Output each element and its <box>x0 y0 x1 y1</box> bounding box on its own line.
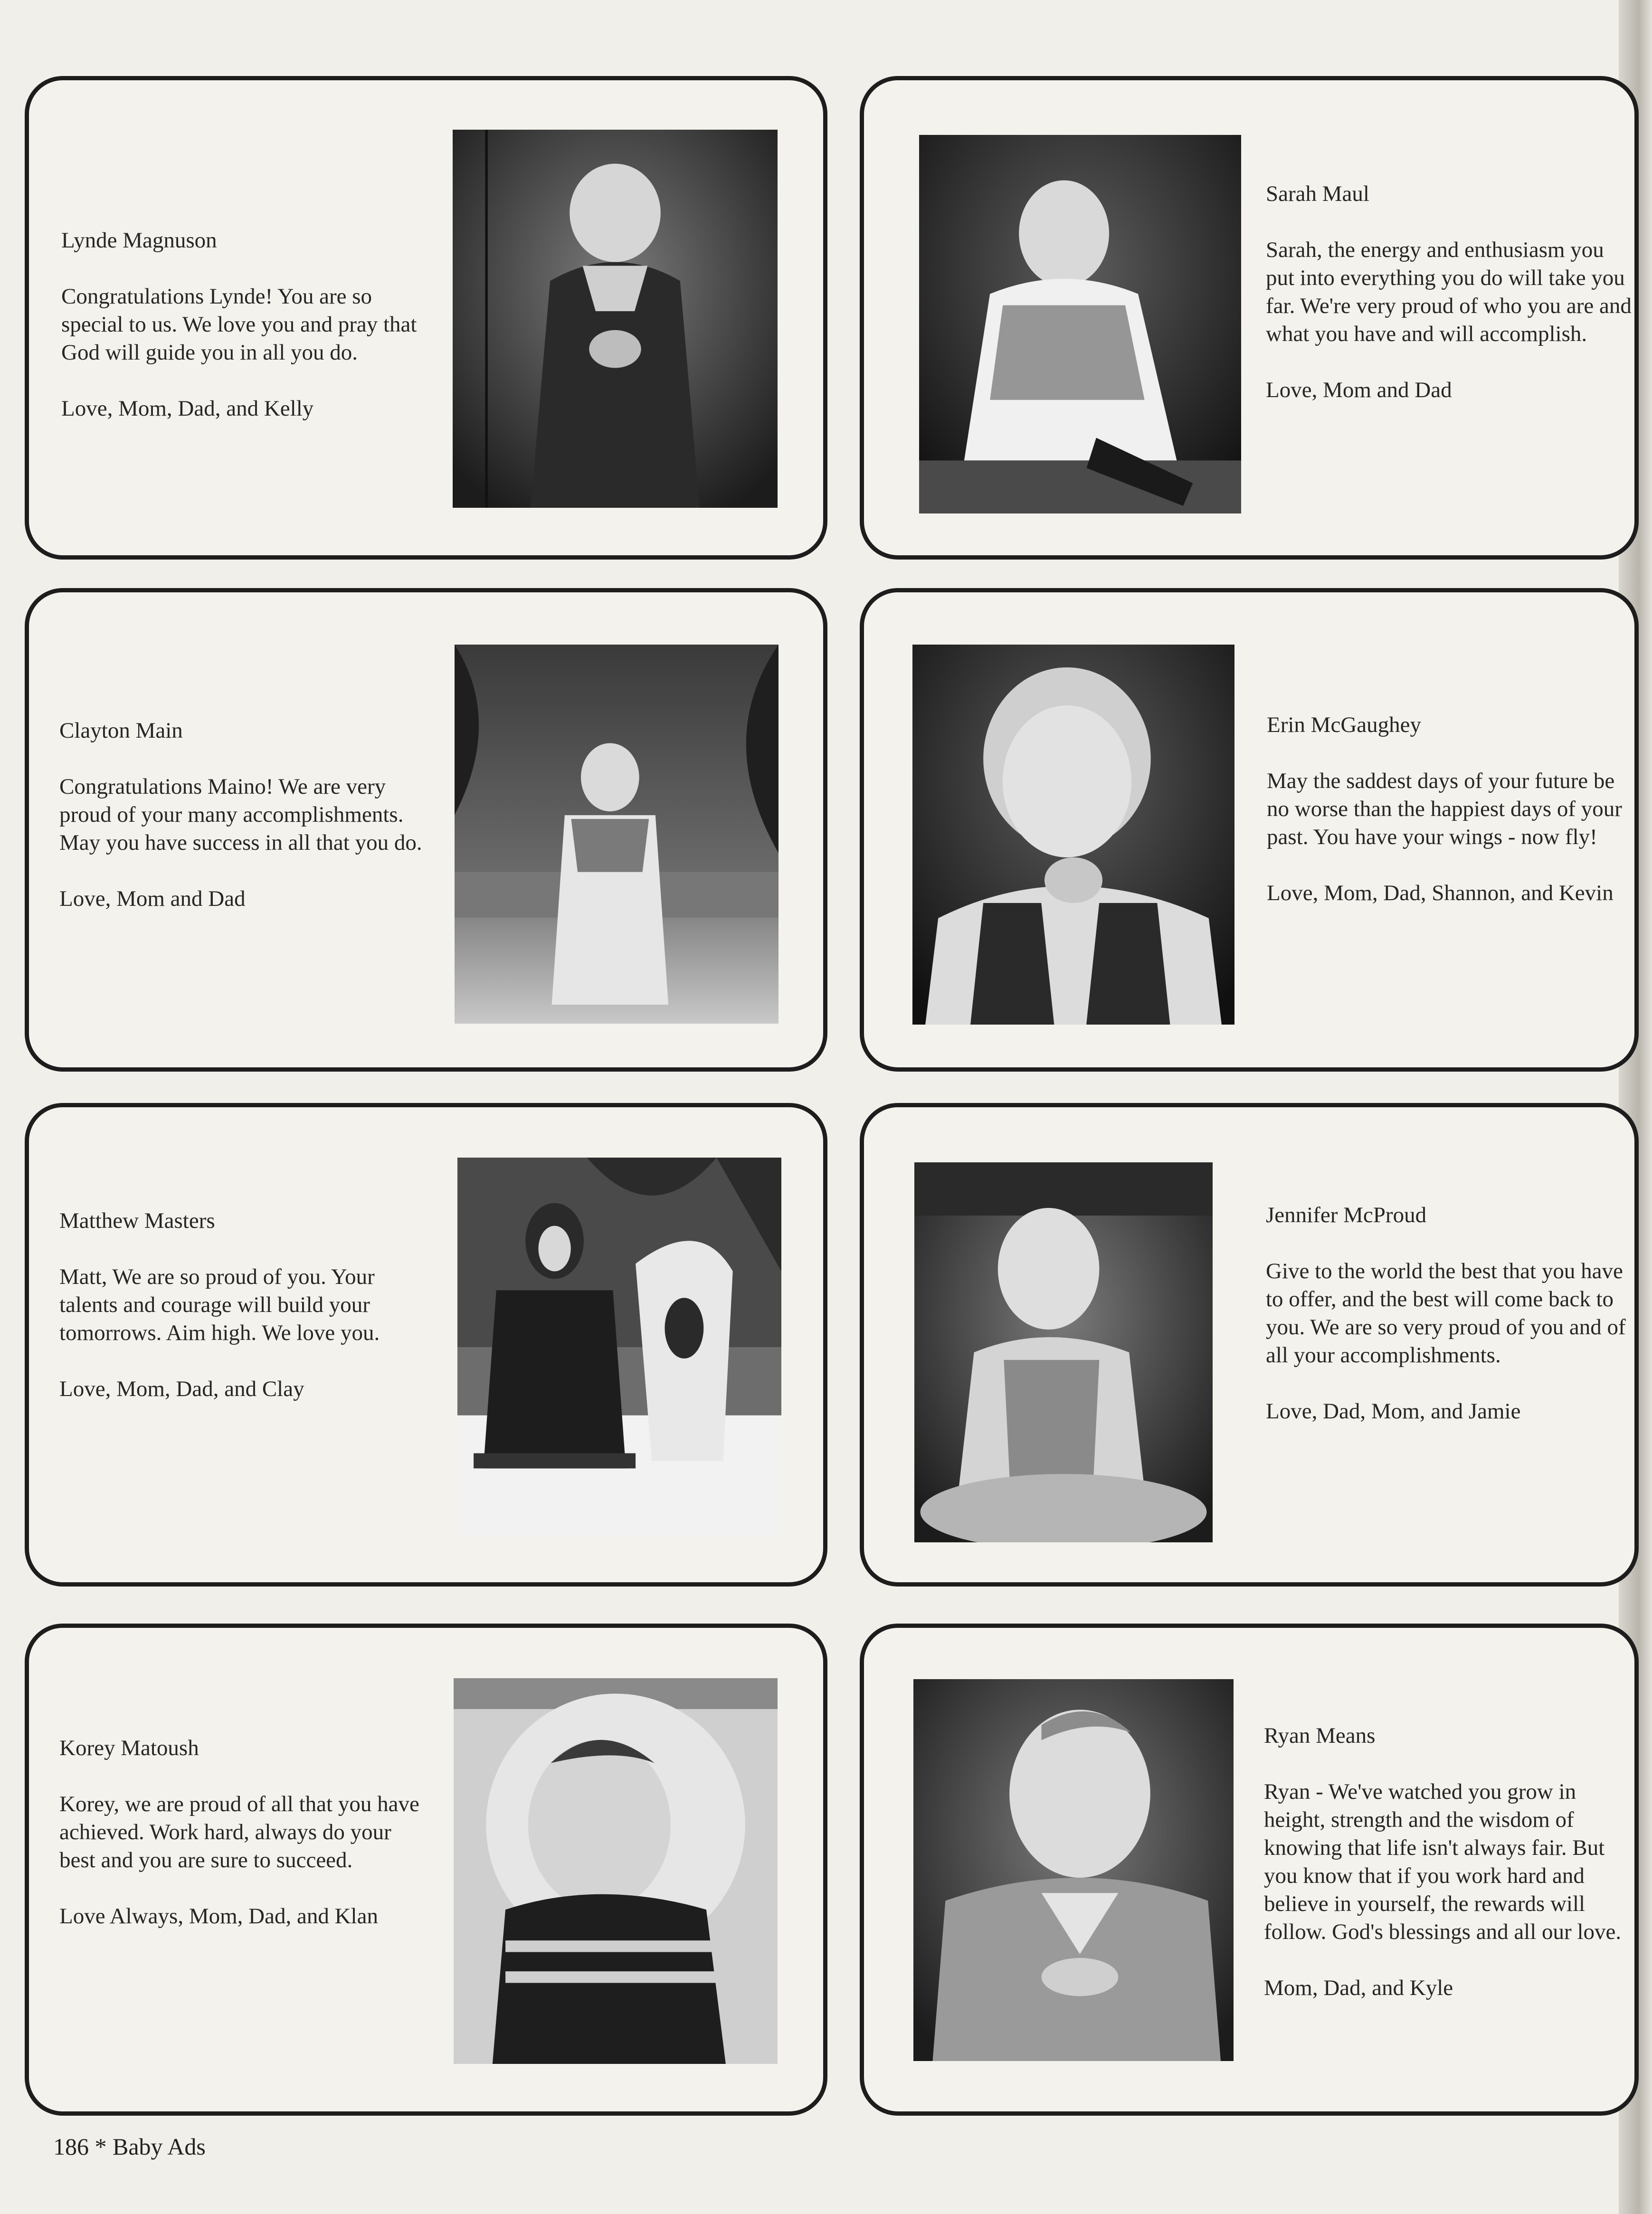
ad-message: Sarah, the energy and enthusiasm you put into everything you do will take you far. We're very proud of who you are and what you have and will accomplish. <box>1266 238 1632 346</box>
child-name: Korey Matoush <box>59 1736 199 1760</box>
baby-ad-card <box>860 1624 1639 2116</box>
baby-photo-icon <box>457 1158 781 1537</box>
child-name: Jennifer McProud <box>1266 1203 1427 1227</box>
ad-signature: Love, Mom and Dad <box>1266 378 1452 402</box>
ad-message: Matt, We are so proud of you. Your talents and courage will build your tomorrows. Aim high. We love you. <box>59 1264 380 1345</box>
ad-text <box>1266 1201 1632 1425</box>
ad-signature: Love, Mom, Dad, Shannon, and Kevin <box>1267 881 1614 905</box>
ad-text <box>59 1734 430 1930</box>
page-footer: 186 * Baby Ads <box>53 2133 206 2160</box>
child-name: Lynde Magnuson <box>61 228 217 253</box>
baby-photo-icon <box>913 1679 1234 2061</box>
child-name: Matthew Masters <box>59 1208 215 1233</box>
ad-signature: Love, Dad, Mom, and Jamie <box>1266 1399 1521 1424</box>
ad-message: Ryan - We've watched you grow in height, strength and the wisdom of knowing that life isn't always fair. But you know that if you work hard and believe in yourself, the rewards will follow. God's blessings and all our love. <box>1264 1779 1622 1944</box>
child-name: Sarah Maul <box>1266 181 1369 206</box>
ad-text <box>1267 711 1633 907</box>
child-name: Ryan Means <box>1264 1723 1376 1748</box>
ad-message: May the saddest days of your future be no worse than the happiest days of your past. You have your wings - now fly! <box>1267 769 1622 849</box>
ad-signature: Love, Mom, Dad, and Kelly <box>61 396 314 421</box>
ad-text <box>1264 1722 1633 2002</box>
baby-photo-icon <box>455 645 779 1024</box>
ad-signature: Love, Mom, Dad, and Clay <box>59 1377 304 1401</box>
ad-message: Give to the world the best that you have to offer, and the best will come back to you. We are so very proud of you and of all your accomplishments. <box>1266 1259 1626 1368</box>
baby-photo-icon <box>912 645 1234 1025</box>
child-name: Erin McGaughey <box>1267 713 1421 737</box>
baby-photo-icon <box>454 1678 778 2064</box>
ad-signature: Mom, Dad, and Kyle <box>1264 1976 1453 2000</box>
ad-text <box>59 717 430 913</box>
ad-message: Congratulations Maino! We are very proud of your many accomplishments. May you have success in all that you do. <box>59 774 422 855</box>
ad-text <box>59 1207 430 1403</box>
ad-signature: Love, Mom and Dad <box>59 886 246 911</box>
baby-ad-card <box>860 76 1639 560</box>
baby-photo-icon <box>919 135 1241 513</box>
ad-message: Korey, we are proud of all that you have achieved. Work hard, always do your best and you are sure to succeed. <box>59 1792 419 1872</box>
baby-ad-card <box>25 1103 827 1587</box>
baby-ad-card <box>860 1103 1639 1587</box>
baby-photo-icon <box>453 130 778 508</box>
ad-text <box>61 227 432 423</box>
ad-message: Congratulations Lynde! You are so special to us. We love you and pray that God will guide you in all you do. <box>61 284 417 365</box>
baby-ad-card <box>25 588 827 1072</box>
baby-photo-icon <box>914 1162 1213 1542</box>
ad-signature: Love Always, Mom, Dad, and Klan <box>59 1904 378 1929</box>
ad-text <box>1266 180 1632 404</box>
baby-ad-card <box>25 1624 827 2116</box>
baby-ad-card <box>25 76 827 560</box>
child-name: Clayton Main <box>59 718 183 743</box>
baby-ad-card <box>860 588 1639 1072</box>
